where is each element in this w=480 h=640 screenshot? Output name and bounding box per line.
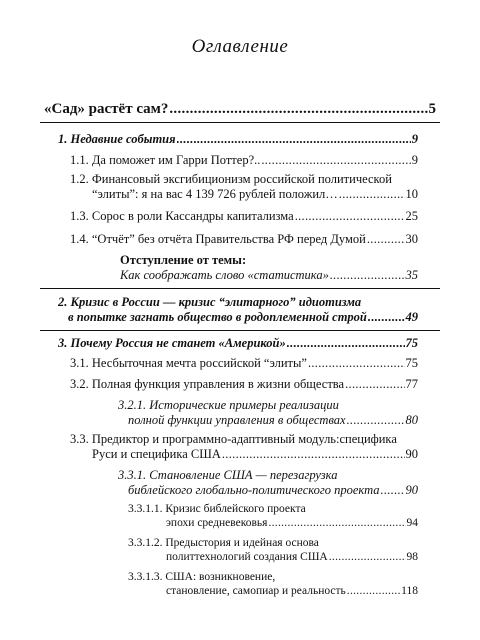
dot-leader — [345, 377, 404, 392]
toc-page-number: 77 — [405, 377, 418, 391]
digression-label: Отступление от темы: — [120, 253, 247, 267]
toc-entry-section-2[interactable] — [58, 295, 418, 325]
toc-page-number: 9 — [411, 153, 418, 167]
dot-leader — [177, 132, 411, 147]
dot-leader — [261, 153, 410, 168]
toc-page-number: 5 — [428, 101, 436, 117]
dot-leader — [347, 413, 405, 428]
dot-leader — [381, 483, 405, 498]
toc-entry-title: «Сад» растёт сам? — [44, 101, 169, 117]
divider — [40, 330, 440, 331]
toc-entry-title: 1. Недавние события — [58, 132, 176, 146]
toc-page-number: 90 — [405, 483, 418, 497]
toc-entry-title-line2: библейского глобально-политического проекта — [128, 483, 380, 497]
toc-entry-title: 1.4. “Отчёт” без отчёта Правительства РФ перед Думой — [70, 232, 366, 246]
toc-entry-1-4[interactable] — [70, 232, 418, 247]
toc-entry-title-line2: становление, самопиар и реальность — [166, 585, 346, 597]
toc-page-number: 25 — [405, 209, 418, 223]
dot-leader — [368, 310, 405, 325]
toc-entry-3-3[interactable] — [70, 432, 418, 462]
toc-page-number: 90 — [405, 447, 418, 461]
toc-entry-title: 1.3. Сорос в роли Кассандры капитализма — [70, 209, 294, 223]
dot-leader — [308, 356, 405, 371]
divider — [40, 288, 440, 289]
toc-entry-title-line1: 3.3.1.3. США: возникновение, — [128, 571, 276, 583]
toc-entry-main[interactable] — [44, 100, 436, 118]
toc-page-number: 9 — [411, 132, 418, 146]
toc-entry-section-3[interactable] — [58, 336, 418, 351]
toc-entry-title-line1: 3.2.1. Исторические примеры реализации — [118, 398, 339, 412]
toc-entry-title: 3.2. Полная функция управления в жизни общества — [70, 377, 345, 391]
toc-page-number: 80 — [405, 413, 418, 427]
toc-entry-1-1[interactable] — [70, 153, 418, 168]
toc-page-number: 118 — [401, 585, 418, 597]
toc-page-number: 75 — [405, 356, 418, 370]
toc-entry-title-line2: эпохи средневековья — [166, 517, 268, 529]
toc-entry-title: 1.1. Да поможет им Гарри Поттер?.. — [70, 153, 261, 167]
toc-entry-title-line1: 1.2. Финансовый эксгибиционизм российской политической — [70, 172, 392, 186]
dot-leader — [268, 516, 405, 530]
toc-page-number: 75 — [405, 336, 418, 350]
toc-entry-3-3-1[interactable] — [118, 468, 418, 498]
dot-leader — [222, 447, 405, 462]
toc-entry-title: 3. Почему Россия не станет «Америкой» — [58, 336, 286, 350]
toc-entry-title-line2: в попытке загнать общество в родоплеменной строй — [68, 310, 367, 324]
page-title: Оглавление — [191, 36, 289, 57]
toc-page-number: 35 — [405, 268, 418, 282]
toc-entry-title-line2: политтехнологий создания США — [166, 551, 328, 563]
dot-leader — [169, 100, 427, 118]
toc-page-number: 94 — [406, 517, 418, 529]
toc-entry-title-line1: 3.3.1. Становление США — перезагрузка — [118, 468, 338, 482]
dot-leader — [367, 232, 405, 247]
toc-page-number: 49 — [405, 310, 418, 324]
toc-entry-3-2-1[interactable] — [118, 398, 418, 428]
toc-page-number: 10 — [405, 187, 418, 201]
toc-entry-title-line2: полной функции управления в обществах — [128, 413, 346, 427]
toc-page-number: 30 — [405, 232, 418, 246]
dot-leader — [295, 209, 405, 224]
toc-entry-3-3-1-1[interactable] — [128, 502, 418, 530]
toc-entry-section-1[interactable] — [58, 132, 418, 147]
dot-leader — [287, 336, 405, 351]
dot-leader — [329, 550, 406, 564]
toc-entry-title-line1: 3.3.1.1. Кризис библейского проекта — [128, 503, 306, 515]
toc-entry-title-line1: 3.3.1.2. Предыстория и идейная основа — [128, 537, 319, 549]
dot-leader — [339, 187, 405, 202]
toc-entry-3-2[interactable] — [70, 377, 418, 392]
dot-leader — [330, 268, 405, 283]
toc-entry-title: 3.1. Несбыточная мечта российской “элиты” — [70, 356, 307, 370]
toc-entry-title-line1: 2. Кризис в России — кризис “элитарного” идиотизма — [58, 295, 362, 309]
toc-entry-title-line2: Руси и специфика США — [92, 447, 221, 461]
dot-leader — [347, 584, 400, 598]
toc-entry-3-3-1-2[interactable] — [128, 536, 418, 564]
toc-entry-1-3[interactable] — [70, 209, 418, 224]
toc-entry-1-2[interactable] — [70, 172, 418, 202]
toc-entry-digression[interactable] — [120, 253, 418, 283]
toc-entry-title-line1: 3.3. Предиктор и программно-адаптивный модуль:специфика — [70, 432, 397, 446]
toc-page-number: 98 — [406, 551, 418, 563]
toc-entry-3-1[interactable] — [70, 356, 418, 371]
toc-entry-3-3-1-3[interactable] — [128, 570, 418, 598]
toc-entry-title-line2: “элиты”: я на вас 4 139 726 рублей положил… — [92, 187, 338, 201]
toc-entry-title: Как соображать слово «статистика» — [120, 268, 329, 282]
divider — [40, 122, 440, 123]
